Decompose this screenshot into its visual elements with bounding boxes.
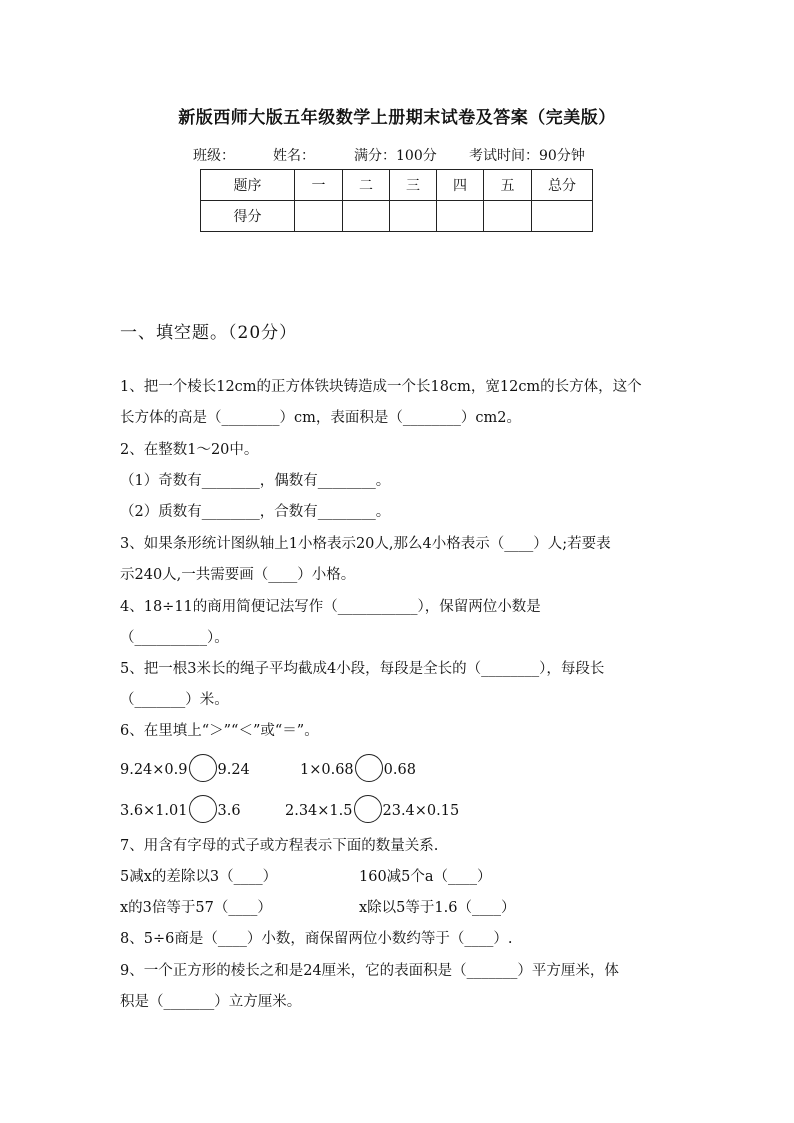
score-input-cell[interactable] bbox=[484, 201, 532, 232]
score-header-cell: 二 bbox=[343, 170, 390, 201]
question-9-line-1: 9、一个正方形的棱长之和是24厘米，它的表面积是（_______）平方厘米，体 bbox=[120, 963, 619, 979]
question-6-row-1b bbox=[300, 756, 416, 784]
question-8-line-1: 8、5÷6商是（____）小数，商保留两位小数约等于（____）. bbox=[120, 931, 513, 947]
compare-right: 9.24 bbox=[217, 762, 250, 778]
question-3-line-1: 3、如果条形统计图纵轴上1小格表示20人,那么4小格表示（____）人;若要表 bbox=[120, 536, 611, 552]
question-6-row-1 bbox=[120, 756, 250, 784]
page-title: 新版西师大版五年级数学上册期末试卷及答案（完美版） bbox=[178, 108, 616, 128]
compare-left: 3.6×1.01 bbox=[120, 803, 188, 819]
question-2-line-2: （1）奇数有________，偶数有________。 bbox=[120, 473, 391, 489]
score-input-cell[interactable] bbox=[295, 201, 343, 232]
compare-right: 0.68 bbox=[383, 762, 416, 778]
score-table bbox=[200, 169, 593, 232]
exam-time: 考试时间：90分钟 bbox=[469, 148, 585, 164]
compare-circle[interactable] bbox=[189, 754, 217, 782]
score-header-cell: 一 bbox=[295, 170, 343, 201]
compare-circle[interactable] bbox=[354, 795, 382, 823]
question-3-line-2: 示240人,一共需要画（____）小格。 bbox=[120, 567, 356, 583]
question-1-line-1: 1、把一个棱长12cm的正方体铁块铸造成一个长18cm，宽12cm的长方体，这个 bbox=[120, 379, 642, 395]
question-2-line-1: 2、在整数1～20中。 bbox=[120, 442, 259, 458]
question-7-d: x除以5等于1.6（____） bbox=[359, 900, 516, 916]
score-header-cell: 总分 bbox=[532, 170, 593, 201]
score-header-cell: 五 bbox=[484, 170, 532, 201]
question-5-line-2: （_______）米。 bbox=[120, 692, 229, 708]
compare-right: 23.4×0.15 bbox=[382, 803, 460, 819]
compare-circle[interactable] bbox=[355, 754, 383, 782]
question-7-line-1: 7、用含有字母的式子或方程表示下面的数量关系. bbox=[120, 838, 439, 854]
score-input-cell[interactable] bbox=[343, 201, 390, 232]
question-7-c: x的3倍等于57（____） bbox=[120, 900, 272, 916]
question-4-line-1: 4、18÷11的商用简便记法写作（___________），保留两位小数是 bbox=[120, 599, 541, 615]
question-4-line-2: （__________）。 bbox=[120, 630, 229, 646]
question-2-line-3: （2）质数有________，合数有________。 bbox=[120, 504, 391, 520]
question-9-line-2: 积是（_______）立方厘米。 bbox=[120, 994, 302, 1010]
score-header-cell: 题序 bbox=[201, 170, 295, 201]
compare-circle[interactable] bbox=[189, 795, 217, 823]
score-input-cell[interactable] bbox=[532, 201, 593, 232]
question-6-line-1: 6、在里填上“＞”“＜”或“＝”。 bbox=[120, 723, 319, 739]
class-label: 班级： bbox=[193, 148, 235, 164]
question-1-line-2: 长方体的高是（________）cm，表面积是（________）cm2。 bbox=[120, 410, 521, 426]
score-input-cell[interactable] bbox=[437, 201, 484, 232]
score-header-cell: 四 bbox=[437, 170, 484, 201]
question-6-row-2 bbox=[120, 797, 241, 825]
question-7-b: 160减5个a（____） bbox=[359, 869, 492, 885]
compare-left: 2.34×1.5 bbox=[285, 803, 353, 819]
question-6-row-2b bbox=[285, 797, 459, 825]
score-row-label: 得分 bbox=[201, 201, 295, 232]
score-header-cell: 三 bbox=[390, 170, 437, 201]
compare-left: 1×0.68 bbox=[300, 762, 354, 778]
question-5-line-1: 5、把一根3米长的绳子平均截成4小段，每段是全长的（________），每段长 bbox=[120, 661, 605, 677]
score-table-header-row bbox=[201, 170, 593, 201]
compare-left: 9.24×0.9 bbox=[120, 762, 188, 778]
full-score: 满分：100分 bbox=[354, 148, 437, 164]
score-table-score-row bbox=[201, 201, 593, 232]
score-input-cell[interactable] bbox=[390, 201, 437, 232]
compare-right: 3.6 bbox=[217, 803, 241, 819]
name-label: 姓名： bbox=[273, 148, 315, 164]
question-7-a: 5减x的差除以3（____） bbox=[120, 869, 278, 885]
section-heading: 一、填空题。（20分） bbox=[120, 323, 298, 343]
